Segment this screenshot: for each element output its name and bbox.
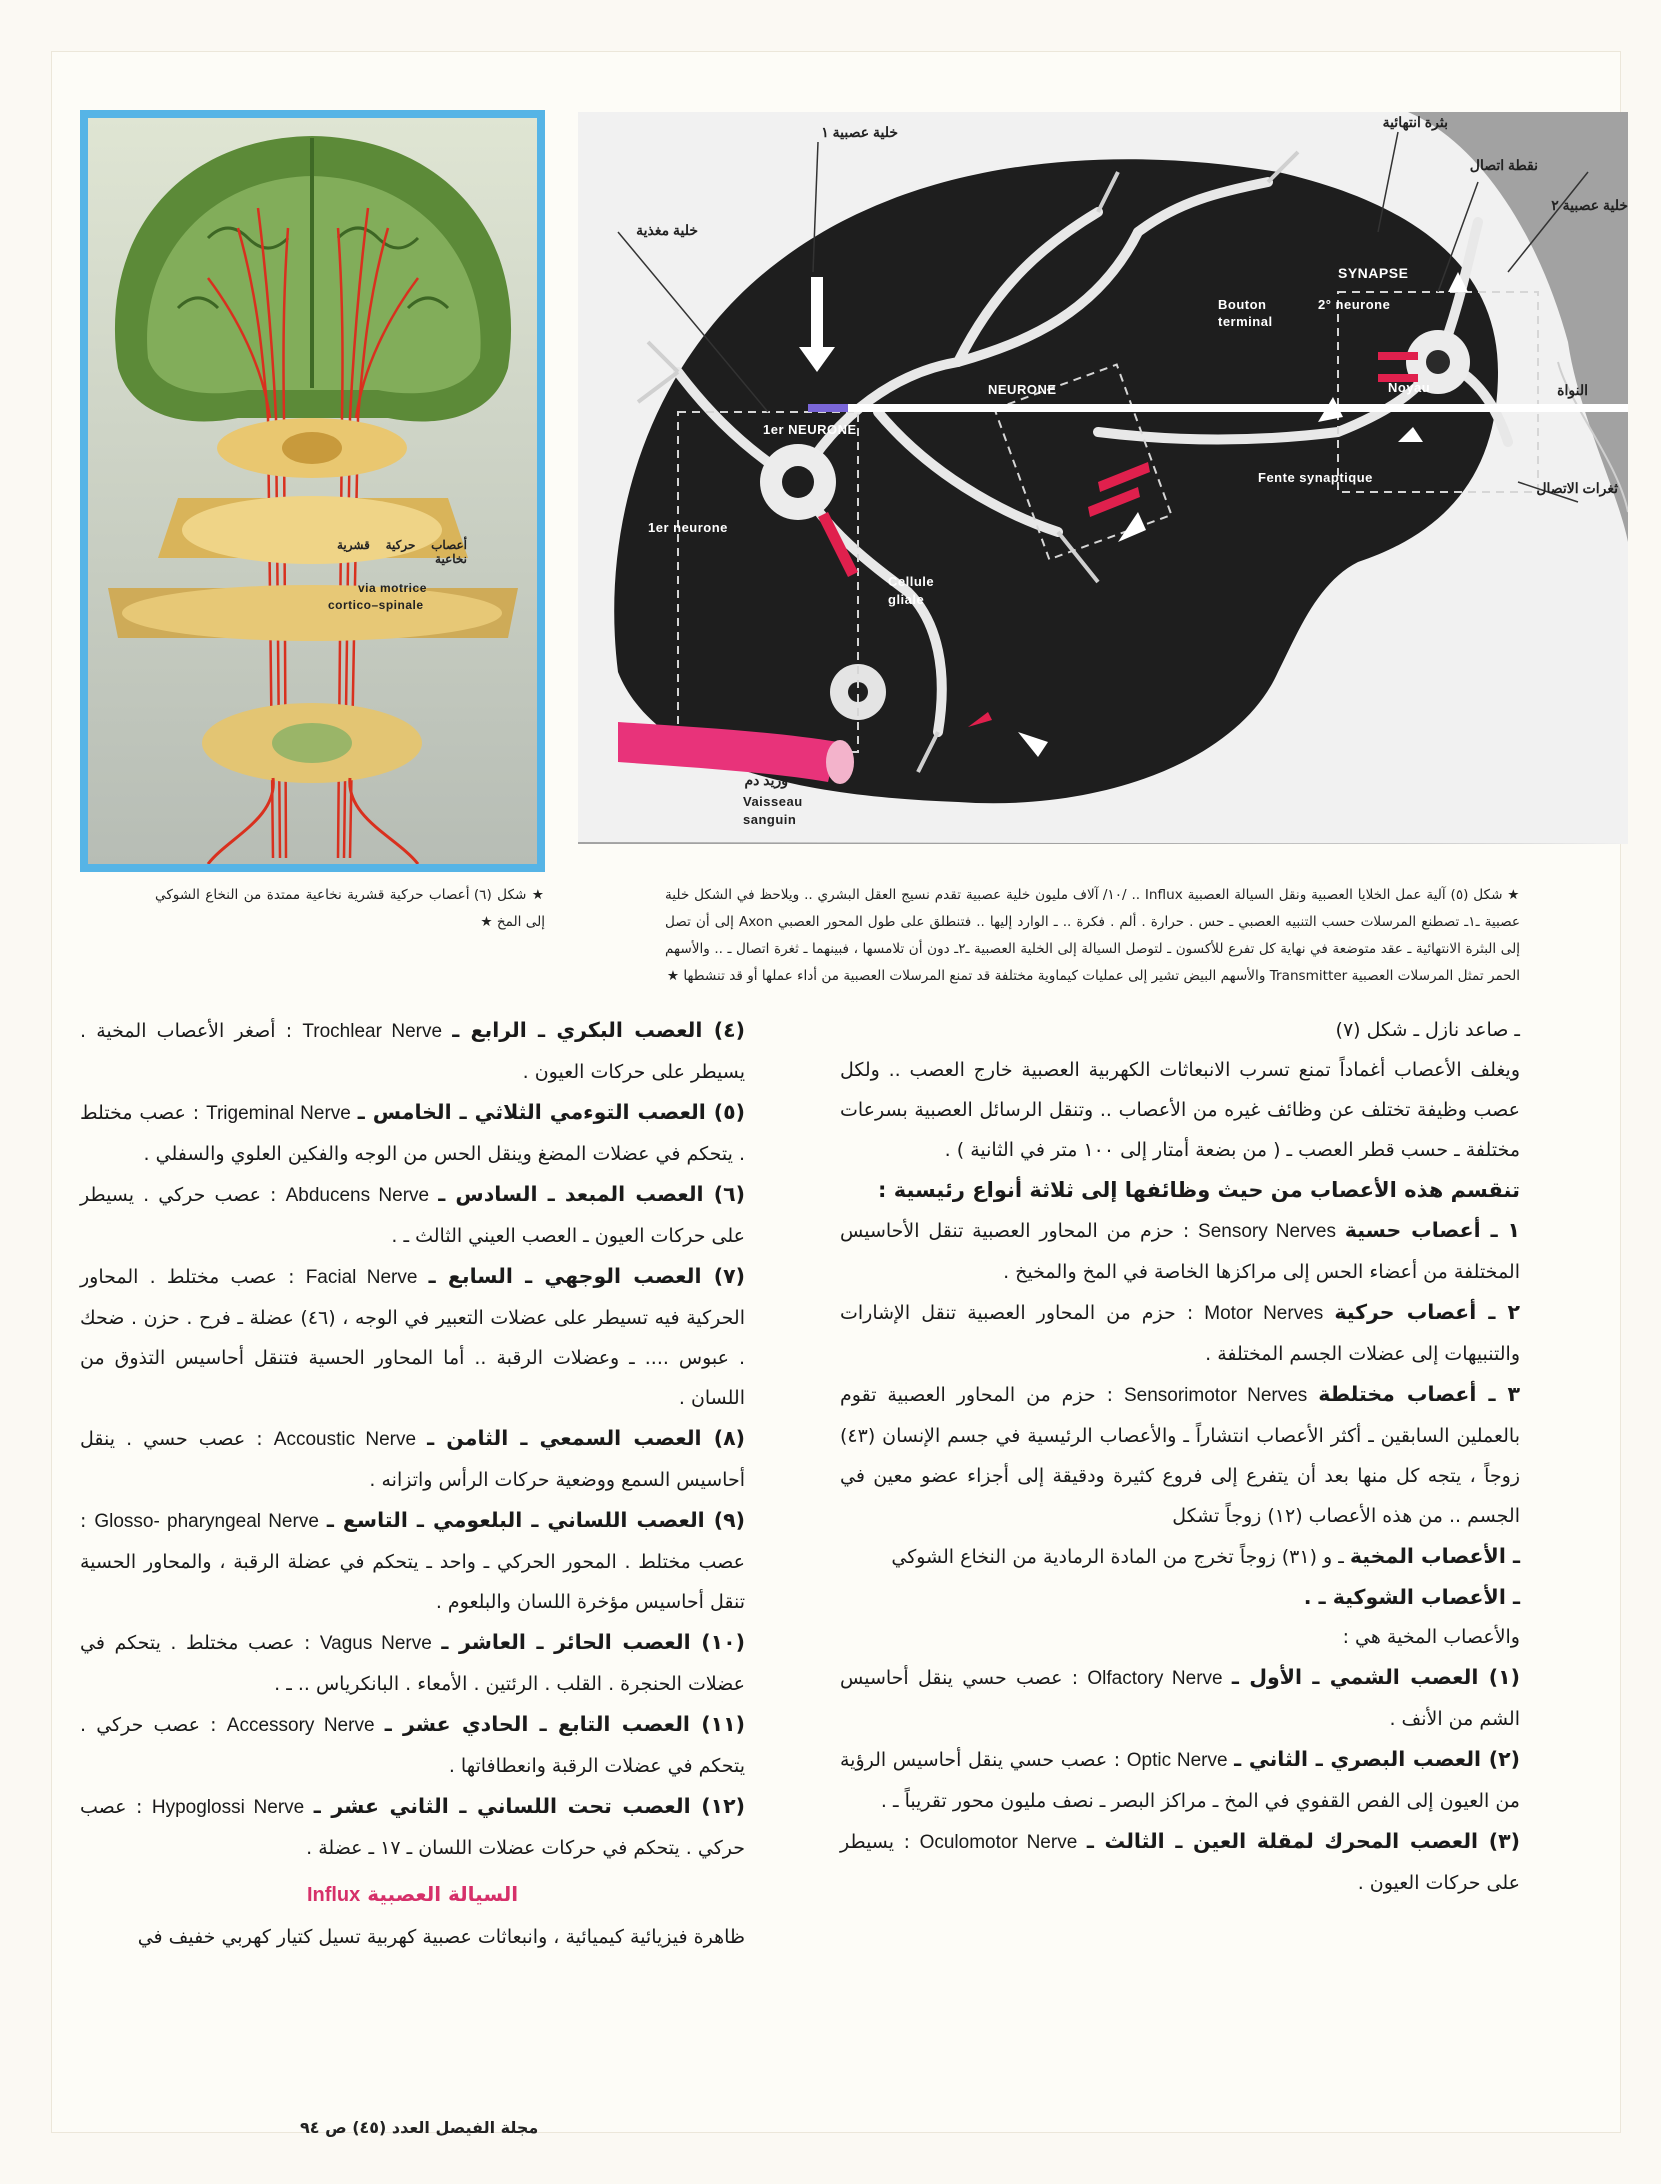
nerve-8 bbox=[80, 1418, 745, 1500]
nerve-english: Hypoglossi Nerve bbox=[151, 1797, 305, 1818]
nerve-title: (٧) العصب الوجهي ـ السابع ـ bbox=[428, 1264, 745, 1288]
influx-paragraph: ظاهرة فيزيائية كيميائية ، وانبعاثات عصبية كهربية تسيل كتيار كهربي خفيف في bbox=[137, 1926, 745, 1948]
corticospinal-drawing bbox=[88, 118, 537, 864]
label-nucleus-arabic: النواة bbox=[1557, 382, 1588, 398]
label-glial-arabic: خلية مغذية bbox=[636, 222, 698, 238]
type-english: Motor Nerves bbox=[1204, 1303, 1324, 1324]
type-text: : حزم من المحاور العصبية تنقل الأحاسيس المختلفة من أعضاء الحس إلى مراكزها الخاصة في المخ والمخيخ . bbox=[840, 1220, 1520, 1283]
nerve-title: (٩) العصب اللساني ـ البلعومي ـ التاسع ـ bbox=[326, 1508, 746, 1532]
nerve-english: Olfactory Nerve bbox=[1087, 1668, 1223, 1689]
label-2nd-neurone: 2° neurone bbox=[1318, 297, 1391, 312]
label-blood-arabic: وريد دم bbox=[744, 772, 788, 788]
nerve-english: Accoustic Nerve bbox=[273, 1429, 417, 1450]
nerve-english: Abducens Nerve bbox=[285, 1185, 430, 1206]
nerve-9 bbox=[80, 1500, 745, 1622]
nerve-english: Accessory Nerve bbox=[226, 1715, 375, 1736]
nerve-title: (١١) العصب التابع ـ الحادي عشر ـ bbox=[384, 1712, 745, 1736]
cranial-intro: والأعصاب المخية هي : bbox=[1342, 1626, 1520, 1648]
nerve-text: : عصب مختلط . يتحكم في عضلات المضغ وينقل الحس من الوجه والفكين العلوي والسفلي . bbox=[80, 1102, 745, 1165]
nerve-title: (١٠) العصب الحائر ـ العاشر ـ bbox=[441, 1630, 745, 1654]
type-title: ٣ ـ أعصاب مختلطة bbox=[1318, 1382, 1521, 1406]
nerve-10 bbox=[80, 1622, 745, 1704]
paragraph-fig7-ref: ـ صاعد نازل ـ شكل (٧) bbox=[1335, 1019, 1520, 1041]
nerve-title: (٥) العصب التوءمي الثلاثي ـ الخامس ـ bbox=[357, 1100, 746, 1124]
nerve-type-mixed bbox=[840, 1374, 1520, 1536]
nerve-12 bbox=[80, 1786, 745, 1868]
nerve-text: : عصب حسي . ينقل أحاسيس السمع ووضعية حركات الرأس واتزانه . bbox=[80, 1428, 745, 1491]
nerve-6 bbox=[80, 1174, 745, 1256]
nerve-english: Trigeminal Nerve bbox=[206, 1103, 351, 1124]
nerve-text: : عصب مختلط . يتحكم في عضلات الحنجرة . القلب . الرئتين . الأمعاء . البانكرياس .. ـ . bbox=[80, 1632, 745, 1695]
right-text-column bbox=[840, 1010, 1520, 1903]
paragraph-nerve-sheaths: ويغلف الأعصاب أغماداً تمنع تسرب الانبعاثات الكهربية العصبية خارج العصب .. ولكل عصب وظيفة تختلف عن وظائف غيره من الأعصاب .. وتنقل الرسائل العصبية بسرعات مختلفة ـ حسب قطر العصب ـ ( من بضعة أمتار إلى ١٠٠ متر في الثانية ) . bbox=[840, 1059, 1520, 1161]
influx-title-english: Influx bbox=[306, 1884, 361, 1906]
type-english: Sensory Nerves bbox=[1198, 1221, 1336, 1242]
label-vaisseau: Vaisseau bbox=[743, 794, 803, 809]
nerve-english: Vagus Nerve bbox=[319, 1633, 432, 1654]
nerve-english: Trochlear Nerve bbox=[302, 1021, 443, 1042]
nerve-5 bbox=[80, 1092, 745, 1174]
label-noyau: Noyau bbox=[1388, 380, 1431, 395]
nerve-text: : عصب حركي . يتحكم في حركات عضلات اللسان ـ ١٧ ـ عضلة . bbox=[80, 1796, 745, 1859]
label-gliale: gliale bbox=[888, 592, 925, 607]
nerve-title: (٦) العصب المبعد ـ السادس ـ bbox=[438, 1182, 746, 1206]
label-synapse: SYNAPSE bbox=[1338, 265, 1409, 281]
figure-5-caption: ★ شكل (٥) آلية عمل الخلايا العصبية ونقل السيالة العصبية Influx .. /١٠/ آلاف مليون خلية عصبية تقدم نسيج العقل البشري .. ويلاحظ في الشكل خلية عصبية ـ١ـ تصطنع المرسلات حسب التنبيه العصبي ـ حس . حرارة . ألم . فكرة .. ـ الوارد إليها .. فتنطلق على طول المحور العصبي Axon إلى أن تصل إلى البثرة الانتهائية ـ عقد متوضعة في نهاية كل تفرع للأكسون ـ لتوصل السيالة إلى الخلية العصبية ـ٢ـ دون أن تلامسها ، فبينهما ـ ثغرة اتصال ـ .. والأسهم الحمر تمثل المرسلات العصبية Transmitter والأسهم البيض تشير إلى عمليات كيماوية مختلفة قد تمنع المرسلات العصبية من أداء عملها أو قد تنشطها ★ bbox=[665, 887, 1521, 984]
nerve-english: Optic Nerve bbox=[1126, 1750, 1228, 1771]
nerve-text: : عصب مختلط . المحور الحركي ـ واحد ـ يتحكم في عضلة الرقبة ، والمحاور الحسية تنقل أحاسيس مؤخرة اللسان والبلعوم . bbox=[80, 1510, 745, 1613]
nerve-title: (٢) العصب البصري ـ الثاني ـ bbox=[1234, 1747, 1521, 1771]
page-footer: مجلة الفيصل العدد (٤٥) ص ٩٤ bbox=[300, 2118, 539, 2137]
label-fente-synaptique: Fente synaptique bbox=[1258, 470, 1373, 485]
label-gap-arabic: ثغرات الاتصال bbox=[1536, 480, 1618, 496]
label-1st-neurone-upper: 1er NEURONE bbox=[763, 422, 857, 437]
nerve-english: Oculomotor Nerve bbox=[919, 1832, 1078, 1853]
neuron-drawing bbox=[578, 112, 1628, 844]
spinal-nerves-line: ـ الأعصاب الشوكية ـ . bbox=[1303, 1585, 1520, 1609]
nerve-text: : عصب مختلط . المحاور الحركية فيه تسيطر على عضلات التعبير في الوجه ، (٤٦) عضلة ـ فرح . حزن . ضحك . عبوس .... ـ وعضلات الرقبة .. أما المحاور الحسية فتنقل أحاسيس التذوق من اللسان . bbox=[80, 1266, 745, 1409]
label-neuron-1-arabic: خلية عصبية ١ bbox=[821, 124, 898, 140]
figure-5-neuron-synapse-diagram bbox=[578, 112, 1628, 844]
figure-6-caption: ★ شكل (٦) أعصاب حركية قشرية نخاعية ممتدة من النخاع الشوكي إلى المخ ★ bbox=[155, 887, 546, 930]
nerve-title: (٨) العصب السمعي ـ الثامن ـ bbox=[427, 1426, 745, 1450]
label-cellule: Cellule bbox=[888, 574, 935, 589]
type-text: : حزم من المحاور العصبية تنقل الإشارات والتنبيهات إلى عضلات الجسم المختلفة . bbox=[840, 1302, 1520, 1365]
fig6-label-via-motrice: via motrice bbox=[358, 581, 427, 595]
nerve-text: : أصغر الأعصاب المخية . يسيطر على حركات العيون . bbox=[80, 1020, 745, 1083]
influx-section-title bbox=[80, 1874, 745, 1915]
nerve-english: Facial Nerve bbox=[305, 1267, 418, 1288]
heading-nerve-types: تنقسم هذه الأعصاب من حيث وظائفها إلى ثلاثة أنواع رئيسية : bbox=[878, 1178, 1520, 1202]
nerve-text: : عصب حركي . يسيطر على حركات العيون ـ العصب العيني الثالث ـ . bbox=[80, 1184, 745, 1247]
label-1st-neurone-lower: 1er neurone bbox=[648, 520, 728, 535]
nerve-11 bbox=[80, 1704, 745, 1786]
nerve-text: : يسيطر على حركات العيون . bbox=[840, 1831, 1520, 1894]
nerve-2 bbox=[840, 1739, 1520, 1821]
figure-6-corticospinal-illustration bbox=[80, 110, 545, 872]
label-neuron-2-arabic: خلية عصبية ٢ bbox=[1551, 197, 1628, 213]
type-title: ٢ ـ أعصاب حركية bbox=[1334, 1300, 1520, 1324]
nerve-type-motor bbox=[840, 1292, 1520, 1374]
label-terminal: terminal bbox=[1218, 314, 1273, 329]
label-contact-arabic: نقطة اتصال bbox=[1469, 157, 1538, 173]
label-bouton: Bouton bbox=[1218, 297, 1267, 312]
nerve-title: (١٢) العصب تحت اللساني ـ الثاني عشر ـ bbox=[313, 1794, 745, 1818]
nerve-title: (٤) العصب البكري ـ الرابع ـ bbox=[452, 1018, 745, 1042]
cranial-rest: ـ و (٣١) زوجاً تخرج من المادة الرمادية من النخاع الشوكي bbox=[891, 1546, 1344, 1568]
nerve-1 bbox=[840, 1657, 1520, 1739]
nerve-type-sensory bbox=[840, 1210, 1520, 1292]
cranial-nerves-line bbox=[840, 1536, 1520, 1577]
type-title: ١ ـ أعصاب حسية bbox=[1344, 1218, 1520, 1242]
nerve-text: : عصب حسي ينقل أحاسيس الشم من الأنف . bbox=[840, 1667, 1520, 1730]
label-sanguin: sanguin bbox=[743, 812, 797, 827]
nerve-text: : عصب حركي . يتحكم في عضلات الرقبة وانعطافاتها . bbox=[80, 1714, 745, 1777]
cranial-label: ـ الأعصاب المخية bbox=[1349, 1544, 1520, 1568]
fig6-label-cortico-spinale: cortico–spinale bbox=[328, 598, 424, 612]
nerve-title: (١) العصب الشمي ـ الأول ـ bbox=[1231, 1665, 1521, 1689]
nerve-3 bbox=[840, 1821, 1520, 1903]
label-neurone-box: NEURONE bbox=[988, 382, 1057, 397]
nerve-7 bbox=[80, 1256, 745, 1418]
nerve-title: (٣) العصب المحرك لمقلة العين ـ الثالث ـ bbox=[1086, 1829, 1520, 1853]
nerve-4 bbox=[80, 1010, 745, 1092]
influx-title-arabic: السيالة العصبية bbox=[367, 1882, 519, 1906]
nerve-text: : عصب حسي ينقل أحاسيس الرؤية من العيون إلى الفص القفوي في المخ ـ مراكز البصر ـ نصف مليون محور تقريباً ـ . bbox=[840, 1749, 1520, 1812]
type-english: Sensorimotor Nerves bbox=[1123, 1385, 1308, 1406]
fig6-label-arabic: أعصاب حركية قشرية نخاعية bbox=[337, 538, 467, 566]
label-terminal-arabic: بثرة انتهائية bbox=[1382, 114, 1448, 130]
left-text-column bbox=[80, 1010, 745, 1957]
nerve-english: Glosso- pharyngeal Nerve bbox=[94, 1511, 319, 1532]
type-text: : حزم من المحاور العصبية تقوم بالعملين السابقين ـ أكثر الأعصاب انتشاراً ـ والأعصاب الرئيسية في جسم الإنسان (٤٣) زوجاً ، يتجه كل منها بعد أن يتفرع إلى فروع كثيرة ودقيقة إلى أجزاء عضو معين في الجسم .. من هذه الأعصاب (١٢) زوجاً تشكل bbox=[840, 1384, 1520, 1527]
